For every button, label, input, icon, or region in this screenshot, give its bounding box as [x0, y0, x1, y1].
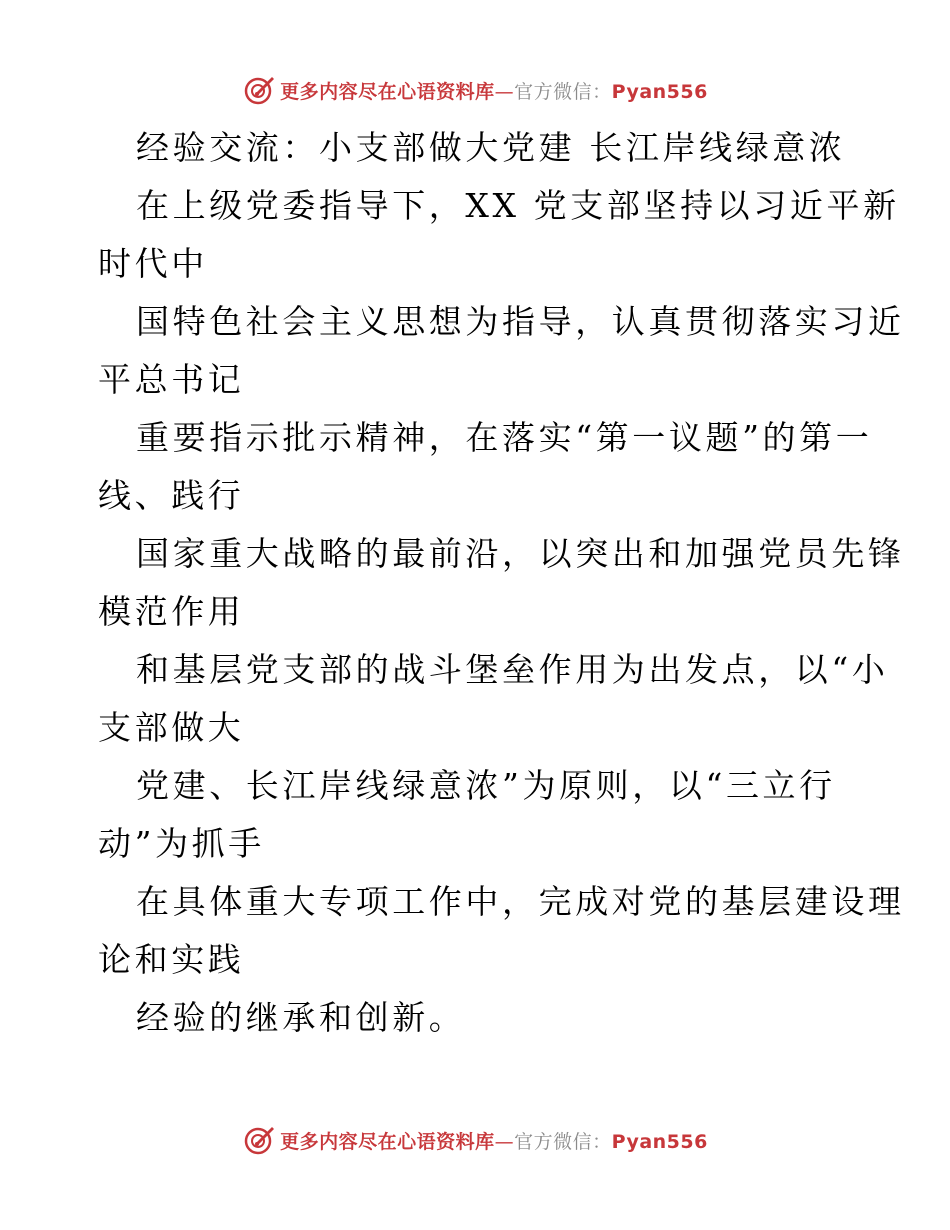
banner-secondary-text: 官方微信： — [514, 80, 612, 103]
paragraph-line: 和基层党支部的战斗堡垒作用为出发点，以“小 — [136, 650, 889, 689]
banner-account-text: Pyan556 — [611, 80, 708, 103]
paragraph-line: 经验的继承和创新。 — [136, 998, 466, 1037]
paragraph-line: 国家重大战略的最前沿，以突出和加强党员先锋 — [136, 534, 905, 573]
banner-text — [280, 77, 708, 104]
footer-banner — [0, 1120, 950, 1160]
header-banner — [0, 70, 950, 110]
paragraph-line: 在上级党委指导下，XX 党支部坚持以习近平新 — [136, 186, 900, 225]
banner-account-text: Pyan556 — [611, 1130, 708, 1153]
paragraph-line: 在具体重大专项工作中，完成对党的基层建设理 — [136, 882, 905, 921]
paragraph-line: 平总书记 — [98, 360, 245, 399]
paragraph-line: 模范作用 — [98, 592, 245, 631]
paragraph-line: 动”为抓手 — [98, 824, 265, 863]
paragraph-line: 重要指示批示精神，在落实“第一议题”的第一 — [136, 418, 873, 457]
banner-secondary-text: 官方微信： — [514, 1130, 612, 1153]
banner-dash: — — [494, 1130, 515, 1153]
banner-dash: — — [494, 80, 515, 103]
document-title: 经验交流：小支部做大党建 长江岸线绿意浓 — [136, 128, 846, 167]
paragraph-line: 论和实践 — [98, 940, 245, 979]
pen-logo-icon — [242, 73, 276, 107]
banner-text — [280, 1127, 708, 1154]
banner-main-text: 更多内容尽在心语资料库 — [280, 1130, 495, 1153]
banner-main-text: 更多内容尽在心语资料库 — [280, 80, 495, 103]
pen-logo-icon — [242, 1123, 276, 1157]
paragraph-line: 支部做大 — [98, 708, 245, 747]
paragraph-line: 党建、长江岸线绿意浓”为原则，以“三立行 — [136, 766, 836, 805]
paragraph-line: 时代中 — [98, 244, 208, 283]
paragraph-line: 国特色社会主义思想为指导，认真贯彻落实习近 — [136, 302, 905, 341]
paragraph-line: 线、践行 — [98, 476, 245, 515]
